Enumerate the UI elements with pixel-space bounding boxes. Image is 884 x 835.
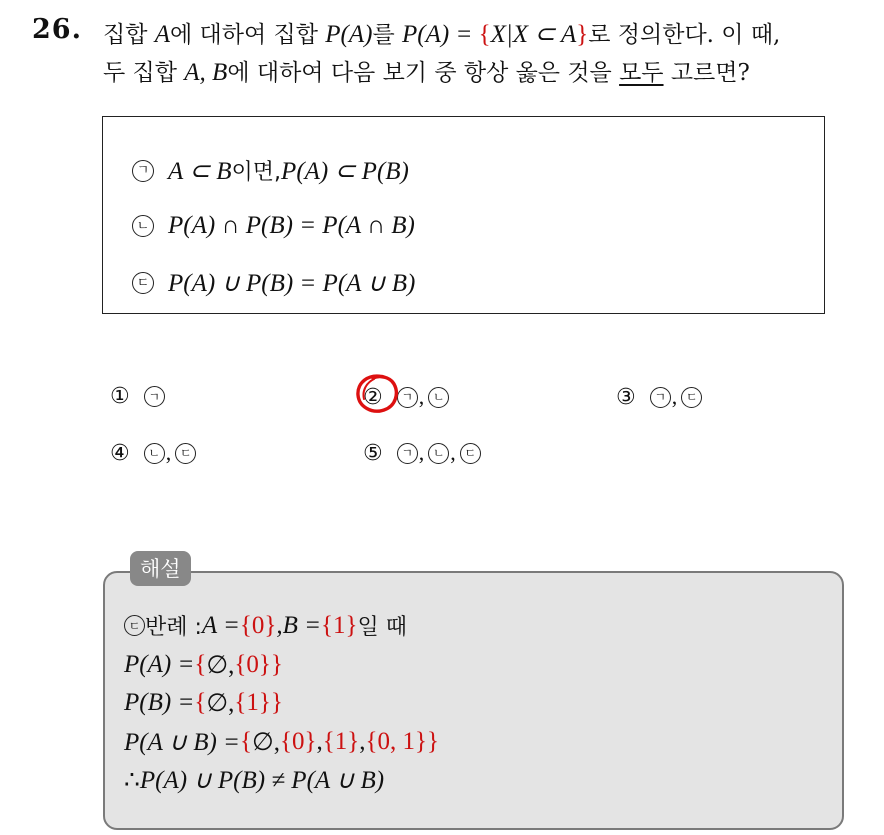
question-number: 26. — [32, 14, 82, 45]
choice-5[interactable]: ⑤ ㄱ , ㄴ , ㄷ — [363, 440, 481, 466]
bogi-item-3: ㄷ P(A) ∪ P(B) = P(A ∪ B) — [132, 268, 415, 298]
answer-circle-mark — [354, 373, 402, 417]
underlined-keyword: 모두 — [619, 60, 664, 86]
circled-marker: ㄷ — [124, 615, 145, 636]
circled-marker: ㄱ — [132, 160, 154, 182]
solution-line-3: P(B) = { ∅, {1} } — [124, 689, 283, 717]
solution-line-4: P(A ∪ B) = { ∅, {0} , {1} , {0, 1} } — [124, 728, 439, 756]
bogi-item-2: ㄴ P(A) ∩ P(B) = P(A ∩ B) — [132, 212, 415, 240]
circled-marker: ㄷ — [132, 272, 154, 294]
question-line-1: 집합 A에 대하여 집합 P(A)를 P(A) = {X|X ⊂ A}로 정의한다. 이 때, — [103, 21, 781, 48]
choice-1[interactable]: ① ㄱ — [110, 384, 165, 409]
solution-line-1: ㄷ 반례 : A = {0} , B = {1} 일 때 — [124, 610, 407, 641]
choice-2[interactable]: ② ㄱ , ㄴ — [363, 384, 449, 410]
solution-tag: 해설 — [130, 551, 191, 586]
solution-line-5: ∴ P(A) ∪ P(B) ≠ P(A ∪ B) — [124, 767, 385, 794]
choice-3[interactable]: ③ ㄱ , ㄷ — [616, 384, 702, 410]
question-line-2: 두 집합 A, B에 대하여 다음 보기 중 항상 옳은 것을 모두 고르면? — [103, 59, 750, 86]
choice-4[interactable]: ④ ㄴ , ㄷ — [110, 440, 196, 466]
circled-marker: ㄴ — [132, 215, 154, 237]
bogi-item-1: ㄱ A ⊂ B 이면, P(A) ⊂ P(B) — [132, 155, 409, 186]
solution-line-2: P(A) = { ∅, {0} } — [124, 651, 283, 679]
